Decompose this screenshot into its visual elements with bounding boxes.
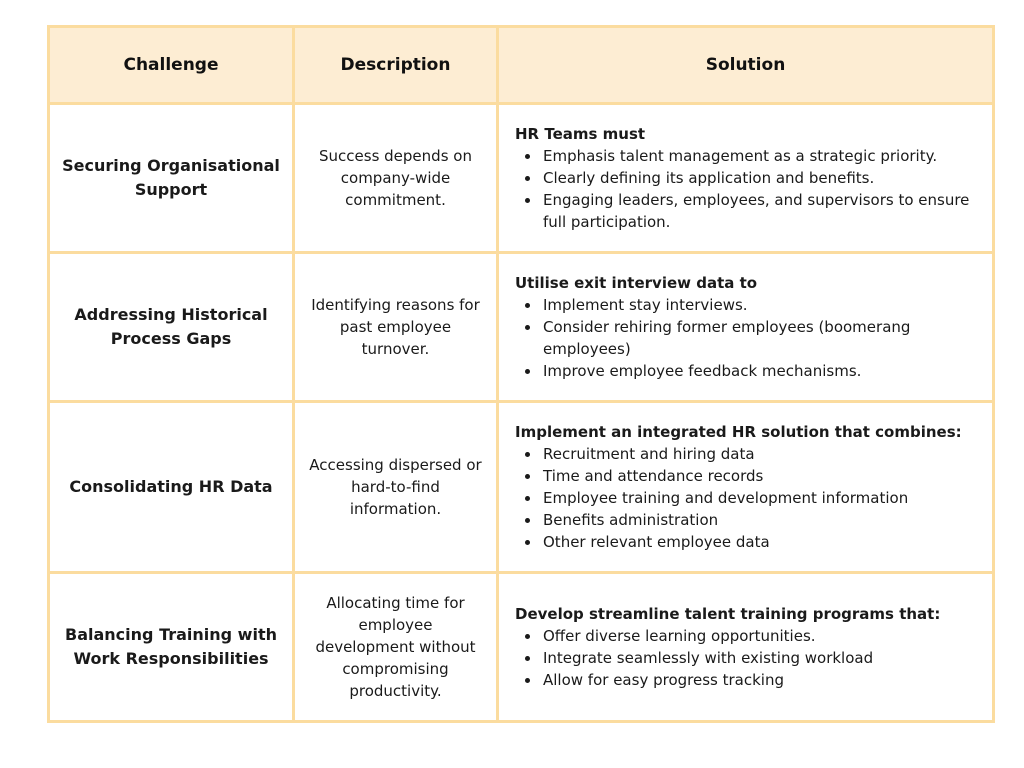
header-row [49,27,994,104]
solution-item: • Recruitment and hiring data [541,443,978,465]
table-row [49,402,994,573]
solution-item: • Time and attendance records [541,465,978,487]
description-cell: Identifying reasons for past employee turnover. [294,253,498,402]
challenge-cell: Balancing Training with Work Responsibilities [49,573,294,722]
challenge-cell: Securing Organisational Support [49,104,294,253]
description-cell: Success depends on company-wide commitment. [294,104,498,253]
solution-item: • Benefits administration [541,509,978,531]
challenges-table [47,25,995,723]
solution-cell [498,104,994,253]
solution-title: Utilise exit interview data to [515,274,758,292]
table-header [49,27,994,104]
solution-item: • Allow for easy progress tracking [541,669,978,691]
solution-title: Develop streamline talent training programs that: [515,605,941,623]
solution-item: • Integrate seamlessly with existing workload [541,647,978,669]
solution-list [515,294,978,382]
solution-item: • Implement stay interviews. [541,294,978,316]
description-cell: Accessing dispersed or hard-to-find information. [294,402,498,573]
challenge-cell: Addressing Historical Process Gaps [49,253,294,402]
table-row [49,253,994,402]
solution-item: • Engaging leaders, employees, and supervisors to ensure full participation. [541,189,978,233]
header-challenge: Challenge [49,27,294,104]
solution-cell [498,402,994,573]
solution-list [515,625,978,691]
solution-item: • Clearly defining its application and benefits. [541,167,978,189]
solution-cell [498,253,994,402]
challenges-table-container [47,25,992,723]
solution-title: HR Teams must [515,125,646,143]
challenge-cell: Consolidating HR Data [49,402,294,573]
header-solution: Solution [498,27,994,104]
table-body [49,104,994,722]
description-cell: Allocating time for employee development without compromising productivity. [294,573,498,722]
solution-item: • Offer diverse learning opportunities. [541,625,978,647]
solution-item: • Emphasis talent management as a strategic priority. [541,145,978,167]
table-row [49,573,994,722]
solution-list [515,145,978,233]
solution-item: • Employee training and development information [541,487,978,509]
table-row [49,104,994,253]
solution-cell [498,573,994,722]
solution-item: • Consider rehiring former employees (boomerang employees) [541,316,978,360]
solution-list [515,443,978,553]
solution-item: • Improve employee feedback mechanisms. [541,360,978,382]
header-description: Description [294,27,498,104]
solution-title: Implement an integrated HR solution that combines: [515,423,962,441]
solution-item: • Other relevant employee data [541,531,978,553]
